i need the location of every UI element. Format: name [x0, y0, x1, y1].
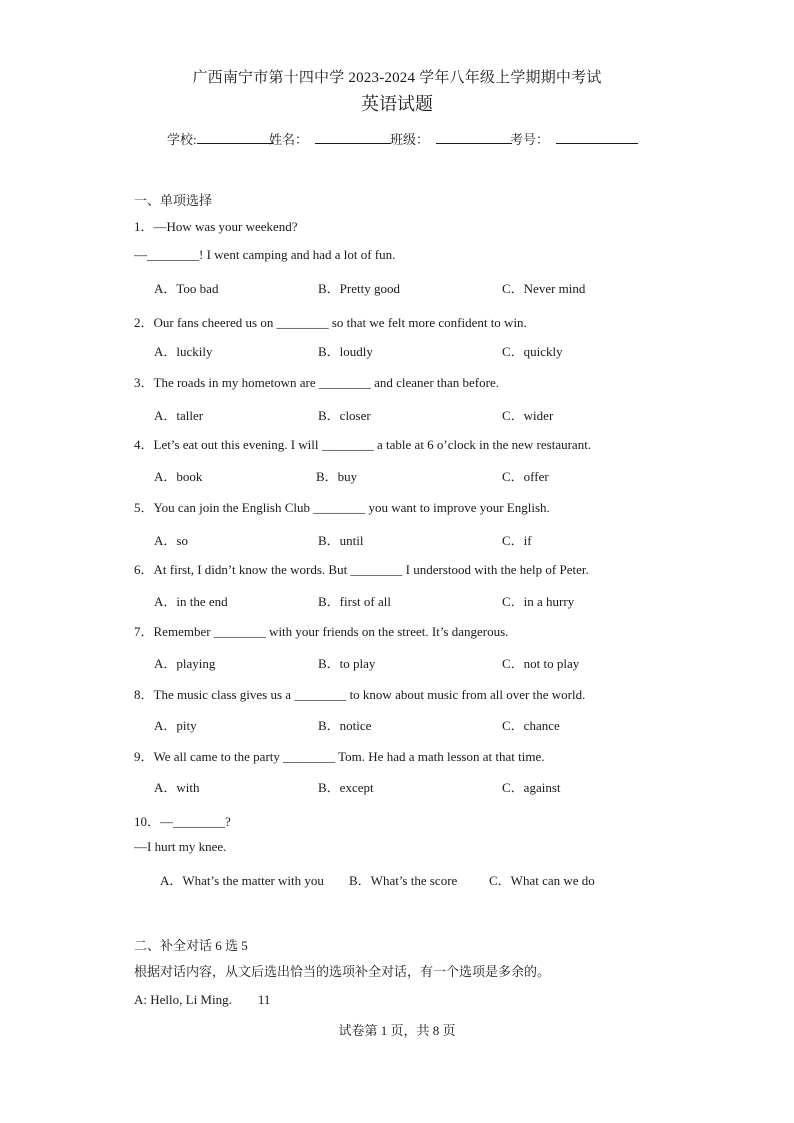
question-text: —How was your weekend? — [153, 219, 298, 234]
subject-title: 英语试题 — [361, 94, 433, 114]
option-b[interactable]: B．What’s the score — [349, 873, 458, 888]
exam-title: 广西南宁市第十四中学 2023-2024 学年八年级上学期期中考试 — [192, 70, 602, 86]
question-10-reply: —I hurt my knee. — [134, 839, 227, 854]
question-text: Remember ________ with your friends on the street. It’s dangerous. — [153, 624, 509, 639]
question-number: 1． — [134, 219, 154, 234]
question-text: You can join the English Club ________ you want to improve your English. — [153, 500, 550, 515]
page-footer: 试卷第 1 页，共 8 页 — [338, 1023, 456, 1038]
question-6 — [134, 559, 589, 578]
option-a[interactable]: A．so — [154, 533, 188, 548]
question-5 — [134, 497, 550, 516]
name-label: 姓名： — [269, 132, 309, 147]
question-1 — [134, 216, 298, 235]
question-8 — [134, 684, 585, 703]
option-c[interactable]: C．wider — [502, 408, 554, 423]
blank-number: 11 — [257, 992, 271, 1007]
option-b[interactable]: B．Pretty good — [318, 281, 400, 296]
question-text: The roads in my hometown are ________ and cleaner than before. — [153, 375, 499, 390]
question-9 — [134, 746, 544, 765]
option-c[interactable]: C．against — [502, 780, 561, 795]
question-number: 5． — [134, 500, 154, 515]
school-label: 学校: — [167, 132, 197, 147]
option-c[interactable]: C．Never mind — [502, 281, 586, 296]
question-number: 2． — [134, 315, 154, 330]
section2-instruction: 根据对话内容，从文后选出恰当的选项补全对话，有一个选项是多余的。 — [134, 964, 551, 979]
option-b[interactable]: B．until — [318, 533, 364, 548]
option-c[interactable]: C．quickly — [502, 344, 563, 359]
option-b[interactable]: B．loudly — [318, 344, 373, 359]
option-c[interactable]: C．in a hurry — [502, 594, 575, 609]
question-number: 4． — [134, 437, 154, 452]
option-b[interactable]: B．except — [318, 780, 374, 795]
option-a[interactable]: A．luckily — [154, 344, 213, 359]
option-a[interactable]: A．playing — [154, 656, 216, 671]
question-4 — [134, 434, 591, 453]
question-7 — [134, 621, 508, 640]
question-10 — [134, 811, 231, 830]
question-text: At first, I didn’t know the words. But ________ I understood with the help of Peter. — [153, 562, 589, 577]
option-c[interactable]: C．chance — [502, 718, 560, 733]
option-a[interactable]: A．What’s the matter with you — [160, 873, 324, 888]
option-b[interactable]: B．buy — [316, 469, 358, 484]
question-number: 10． — [134, 814, 161, 829]
option-a[interactable]: A．book — [154, 469, 203, 484]
number-blank — [556, 131, 638, 144]
number-field — [510, 129, 638, 148]
class-label: 班级： — [390, 132, 430, 147]
option-c[interactable]: C．offer — [502, 469, 549, 484]
class-blank — [436, 131, 512, 144]
question-text: —________? — [160, 814, 231, 829]
option-a[interactable]: A．in the end — [154, 594, 228, 609]
name-blank — [315, 131, 391, 144]
question-text: Let’s eat out this evening. I will ________ a table at 6 o’clock in the new restaurant. — [153, 437, 592, 452]
question-number: 7． — [134, 624, 154, 639]
question-number: 9． — [134, 749, 154, 764]
option-b[interactable]: B．first of all — [318, 594, 391, 609]
name-field — [269, 129, 391, 148]
question-number: 8． — [134, 687, 154, 702]
question-number: 3． — [134, 375, 154, 390]
question-3 — [134, 372, 499, 391]
option-b[interactable]: B．closer — [318, 408, 371, 423]
question-2 — [134, 312, 527, 331]
option-b[interactable]: B．notice — [318, 718, 372, 733]
question-number: 6． — [134, 562, 154, 577]
option-a[interactable]: A．Too bad — [154, 281, 219, 296]
number-label: 考号： — [510, 132, 550, 147]
dialog-text: A: Hello, Li Ming. — [134, 992, 232, 1007]
option-a[interactable]: A．with — [154, 780, 200, 795]
school-blank — [197, 131, 273, 144]
question-text: Our fans cheered us on ________ so that we felt more confident to win. — [153, 315, 527, 330]
option-c[interactable]: C．not to play — [502, 656, 580, 671]
option-a[interactable]: A．pity — [154, 718, 197, 733]
option-b[interactable]: B．to play — [318, 656, 376, 671]
section2-heading: 二、补全对话 6 选 5 — [134, 938, 248, 953]
option-c[interactable]: C．if — [502, 533, 532, 548]
question-1-reply: —________! I went camping and had a lot of fun. — [134, 247, 396, 262]
section1-heading: 一、单项选择 — [134, 193, 213, 208]
option-a[interactable]: A．taller — [154, 408, 204, 423]
question-text: The music class gives us a ________ to know about music from all over the world. — [153, 687, 586, 702]
option-c[interactable]: C．What can we do — [489, 873, 595, 888]
dialog-line — [134, 992, 270, 1008]
question-text: We all came to the party ________ Tom. He had a math lesson at that time. — [153, 749, 545, 764]
class-field — [390, 129, 512, 148]
school-field — [167, 129, 273, 148]
